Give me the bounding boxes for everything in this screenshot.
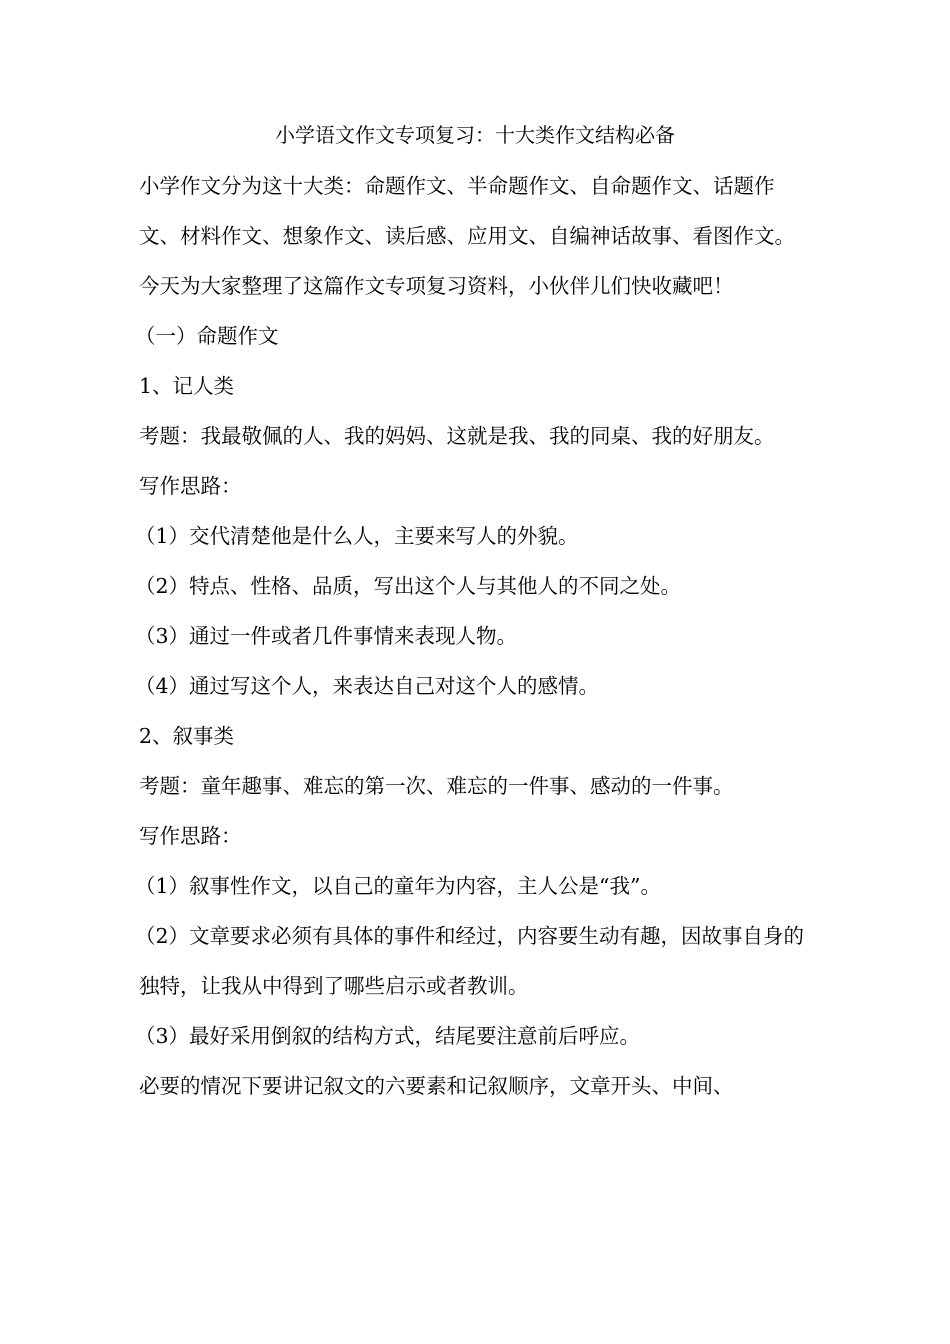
list-item: （2）特点、性格、品质，写出这个人与其他人的不同之处。 (135, 574, 682, 598)
document-title: 小学语文作文专项复习：十大类作文结构必备 (275, 123, 675, 147)
writing-approach-label: 写作思路： (139, 474, 242, 498)
intro-paragraph: 小学作文分为这十大类：命题作文、半命题作文、自命题作文、话题作文、材料作文、想象作文、读后感、应用文、自编神话故事、看图作文。 (139, 174, 795, 248)
writing-approach-label: 写作思路： (139, 824, 242, 848)
list-item: （1）交代清楚他是什么人，主要来写人的外貌。 (135, 524, 579, 548)
subsection-heading: 1、记人类 (139, 374, 235, 398)
subsection-heading: 2、叙事类 (139, 724, 235, 748)
intro-note: 今天为大家整理了这篇作文专项复习资料，小伙伴儿们快收藏吧！ (139, 274, 734, 298)
list-item: （3）通过一件或者几件事情来表现人物。 (135, 624, 518, 648)
list-item: （1）叙事性作文，以自己的童年为内容，主人公是“我”。 (135, 874, 662, 898)
document-body (135, 161, 811, 1111)
list-item: （4）通过写这个人，来表达自己对这个人的感情。 (135, 674, 600, 698)
section-heading: （一）命题作文 (135, 324, 279, 348)
exam-topics: 考题：童年趣事、难忘的第一次、难忘的一件事、感动的一件事。 (139, 774, 734, 798)
list-item: （2）文章要求必须有具体的事件和经过，内容要生动有趣，因故事自身的独特，让我从中得到了哪些启示或者教训。 (135, 924, 805, 998)
body-paragraph: 必要的情况下要讲记叙文的六要素和记叙顺序，文章开头、中间、 (139, 1074, 734, 1098)
exam-topics: 考题：我最敬佩的人、我的妈妈、这就是我、我的同桌、我的好朋友。 (139, 424, 775, 448)
list-item: （3）最好采用倒叙的结构方式，结尾要注意前后呼应。 (135, 1024, 641, 1048)
